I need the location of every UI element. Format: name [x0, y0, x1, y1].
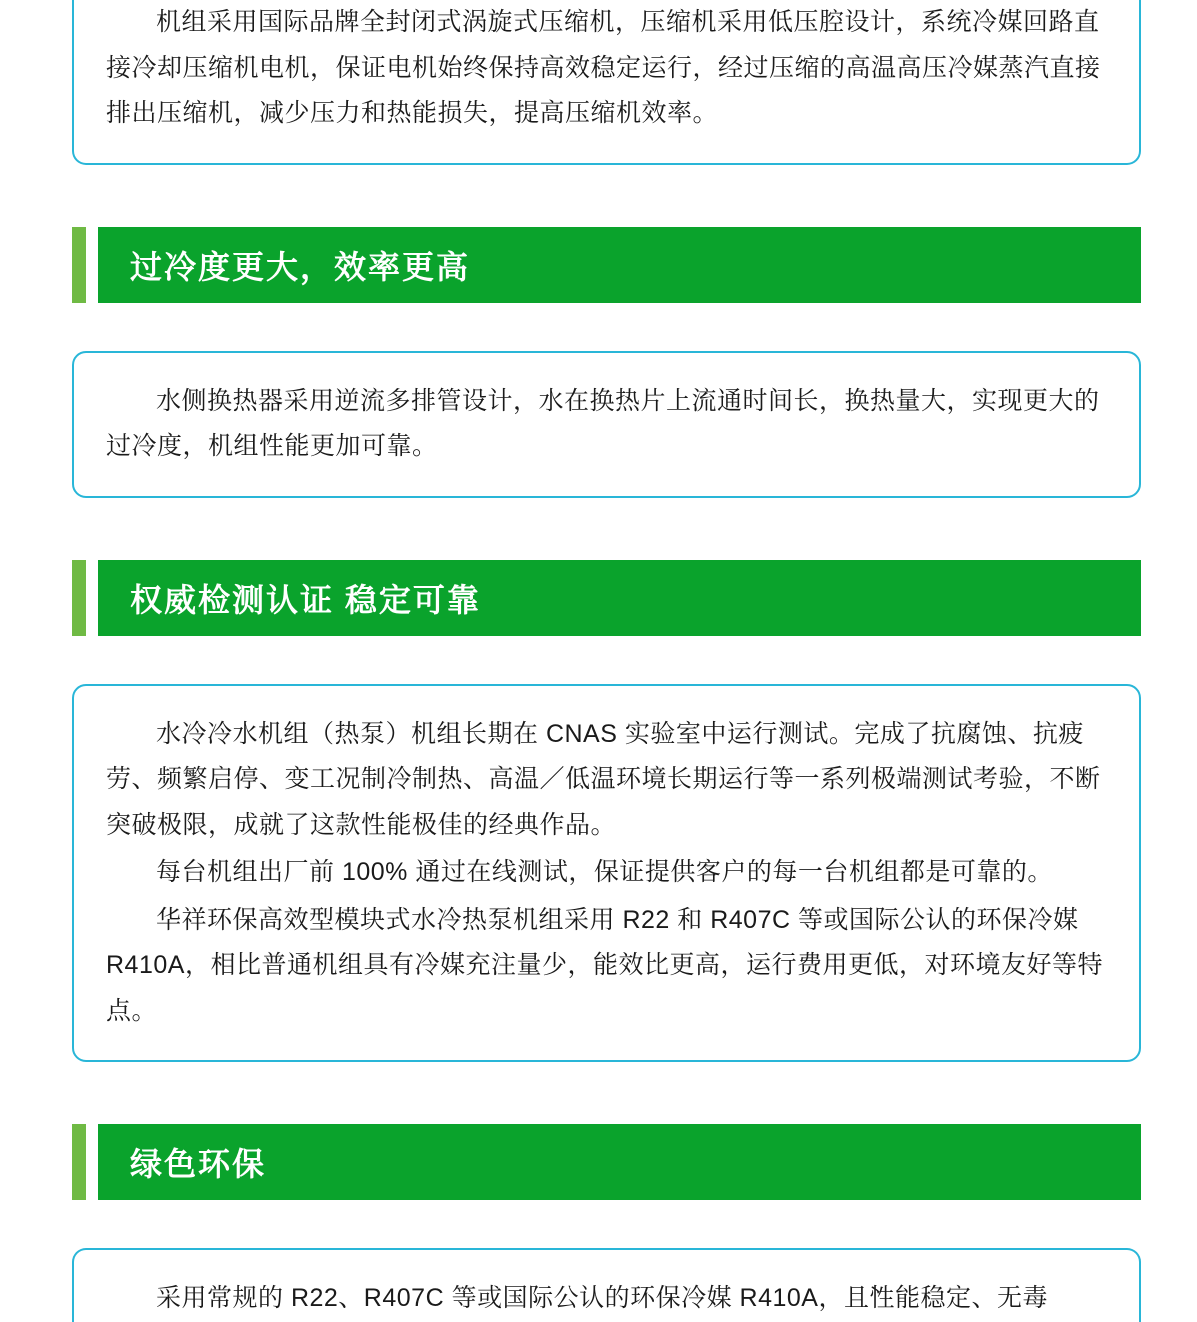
heading-bar: [98, 560, 1141, 636]
heading-bar: [98, 227, 1141, 303]
spacer: [0, 498, 1197, 560]
paragraph-compressor: 机组采用国际品牌全封闭式涡旋式压缩机，压缩机采用低压腔设计，系统冷媒回路直接冷却压缩机电机，保证电机始终保持高效稳定运行，经过压缩的高温高压冷媒蒸汽直接排出压缩机，减少压力和热能损失，提高压缩机效率。: [106, 8, 1101, 127]
heading-text-green: 绿色环保: [130, 1146, 267, 1182]
heading-accent-block: [72, 560, 86, 636]
heading-gap: [86, 560, 98, 636]
section-heading-subcooling: [72, 227, 1141, 303]
section-heading-green: [72, 1124, 1141, 1200]
heading-accent-block: [72, 227, 86, 303]
heading-gap: [86, 1124, 98, 1200]
paragraph-green: 采用常规的 R22、R407C 等或国际公认的环保冷媒 R410A，且̀性能稳定、无毒: [156, 1284, 1048, 1312]
spacer: [0, 1062, 1197, 1124]
heading-accent-block: [72, 1124, 86, 1200]
heading-bar: [98, 1124, 1141, 1200]
text-card-green: [72, 1248, 1141, 1322]
paragraph-subcooling: 水侧换热器采用逆流多排管设计，水在换热片上流通时间长，换热量大，实现更大的过冷度，机组性能更加可靠。: [106, 386, 1100, 460]
paragraph-refrigerant: 华祥环保高效型模块式水冷热泵机组采用 R22 和 R407C 等或国际公认的环保冷媒 R410A，相比普通机组具有冷媒充注量少，能效比更高，运行费用更低，对环境友好等特点。: [106, 905, 1103, 1025]
spacer: [0, 1200, 1197, 1248]
heading-gap: [86, 227, 98, 303]
paragraph-online-test: 每台机组出厂前 100% 通过在线测试，保证提供客户的每一台机组都是可靠的。: [156, 858, 1053, 886]
spacer: [0, 165, 1197, 227]
text-card-certification: [72, 684, 1141, 1063]
heading-text-subcooling: 过冷度更大，效率更高: [130, 248, 471, 285]
spacer: [0, 303, 1197, 351]
heading-text-certification: 权威检测认证 稳定可靠: [130, 581, 481, 618]
section-heading-certification: [72, 560, 1141, 636]
text-card-compressor: [72, 0, 1141, 165]
spacer: [0, 636, 1197, 684]
paragraph-cnas-test: 水冷冷水机组（热泵）机组长期在 CNAS 实验室中运行测试。完成了抗腐蚀、抗疲劳、频繁启停、变工况制冷制热、高温／低温环境长期运行等一系列极端测试考验，不断突破极限，成就了这款性能极佳的经典作品。: [106, 719, 1101, 839]
text-card-subcooling: [72, 351, 1141, 498]
